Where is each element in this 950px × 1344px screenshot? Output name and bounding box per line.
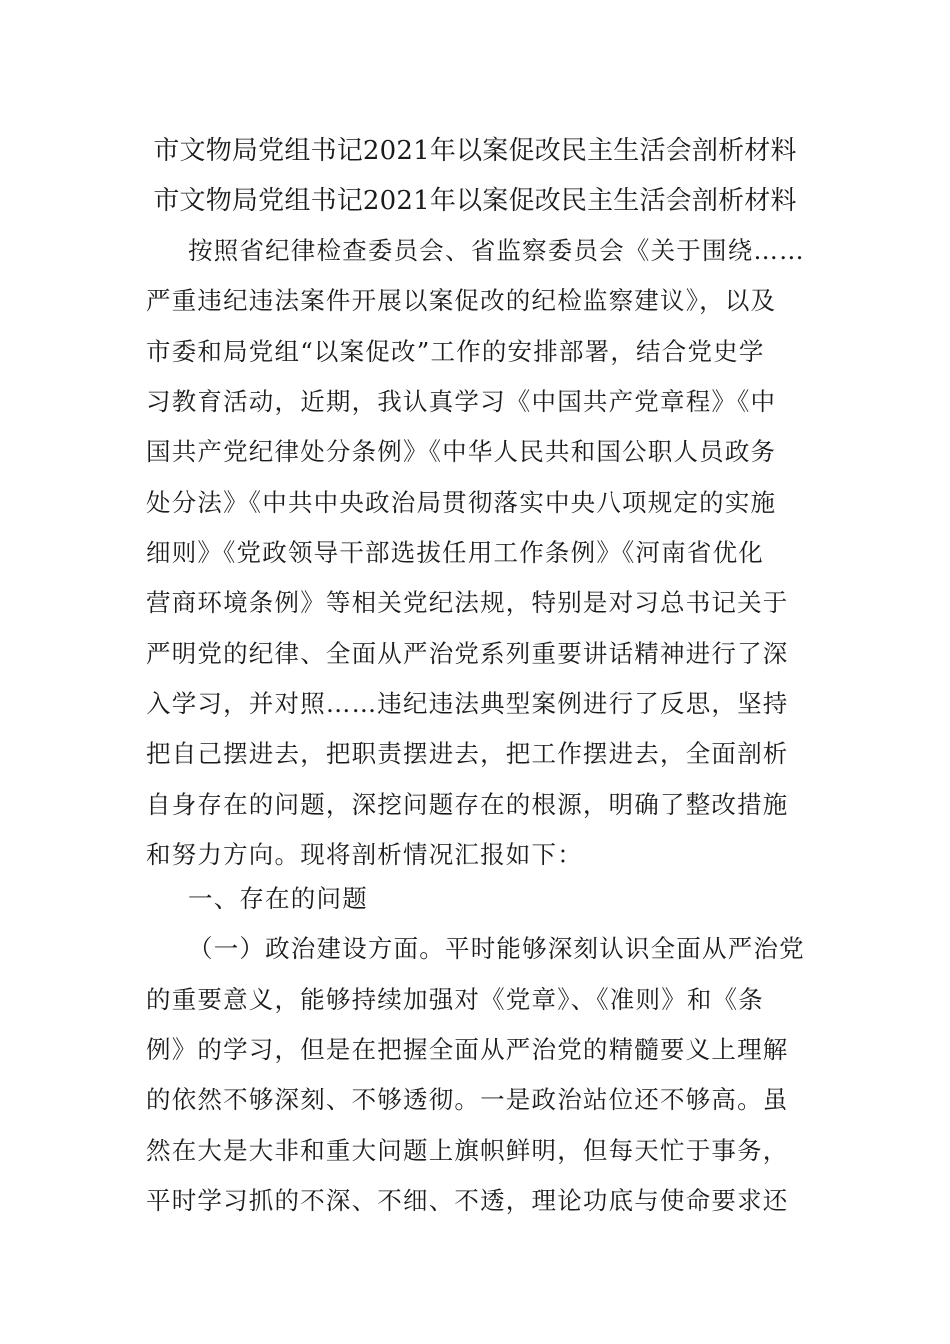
paragraph-line: 习教育活动，近期，我认真学习《中国共产党章程》《中 — [146, 387, 777, 416]
paragraph-line: 严重违纪违法案件开展以案促改的纪检监察建议》，以及 — [146, 286, 777, 315]
paragraph-line: 国共产党纪律处分条例》《中华人民共和国公职人员政务 — [146, 437, 777, 466]
paragraph-line: 的依然不够深刻、不够透彻。一是政治站位还不够高。虽 — [146, 1085, 789, 1114]
paragraph-line: 自身存在的问题，深挖问题存在的根源，明确了整改措施 — [146, 790, 789, 819]
paragraph-line: 细则》《党政领导干部选拔任用工作条例》《河南省优化 — [146, 538, 764, 567]
paragraph-line: 例》的学习，但是在把握全面从严治党的精髓要义上理解 — [146, 1035, 789, 1064]
paragraph-line: 入学习，并对照……违纪违法典型案例进行了反思，坚持 — [146, 689, 789, 718]
paragraph-line: 营商环境条例》等相关党纪法规，特别是对习总书记关于 — [146, 588, 789, 617]
document-title: 市文物局党组书记2021年以案促改民主生活会剖析材料 — [153, 136, 797, 166]
paragraph-line: 把自己摆进去，把职责摆进去，把工作摆进去，全面剖析 — [146, 739, 789, 768]
paragraph-line: 然在大是大非和重大问题上旗帜鲜明，但每天忙于事务， — [146, 1136, 789, 1165]
paragraph-line: 和努力方向。现将剖析情况汇报如下： — [146, 840, 583, 869]
paragraph-line: 严明党的纪律、全面从严治党系列重要讲话精神进行了深 — [146, 639, 789, 668]
paragraph-line: 市委和局党组“以案促改”工作的安排部署，结合党史学 — [146, 337, 765, 366]
paragraph-line: 的重要意义，能够持续加强对《党章》、《准则》和《条 — [146, 985, 764, 1014]
section-heading: 一、存在的问题 — [188, 884, 368, 913]
paragraph-line: 处分法》《中共中央政治局贯彻落实中央八项规定的实施 — [146, 488, 777, 517]
paragraph-line: 按照省纪律检查委员会、省监察委员会《关于围绕…… — [188, 236, 805, 265]
document-title-repeat: 市文物局党组书记2021年以案促改民主生活会剖析材料 — [153, 186, 797, 216]
paragraph-line: （一）政治建设方面。平时能够深刻认识全面从严治党 — [188, 934, 805, 963]
paragraph-line: 平时学习抓的不深、不细、不透，理论功底与使命要求还 — [146, 1186, 789, 1215]
